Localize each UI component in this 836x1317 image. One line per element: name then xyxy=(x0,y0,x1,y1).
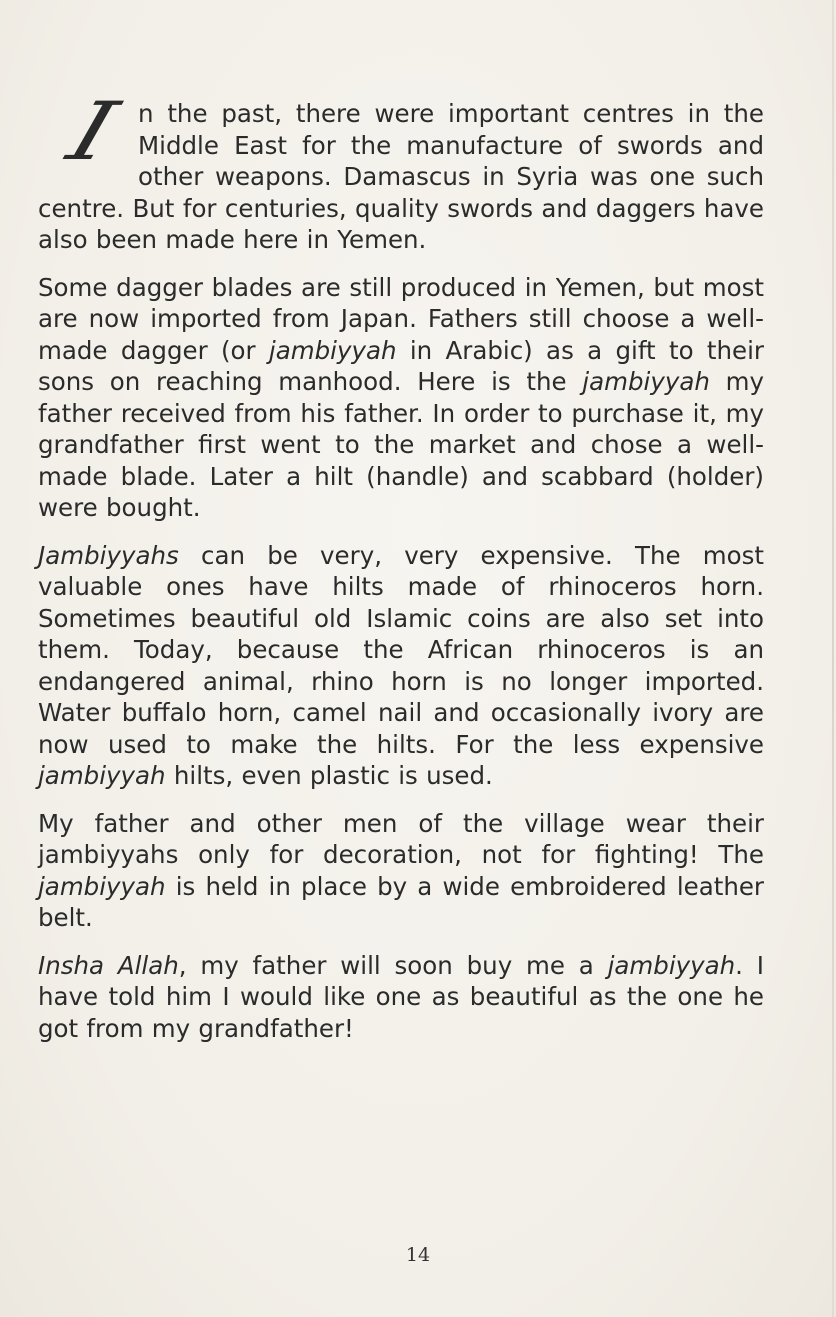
text-run: My father and other men of the village wear their jambiyyahs only for decoration, not for fighting! The xyxy=(38,808,764,869)
text-run: can be very, very expensive. The most valuable ones have hilts made of rhinoceros horn. Sometimes beautiful old Islamic coins are also set into them. Today, because the African rhinoceros is an endangered animal, rhino horn is no longer imported. Water buffalo horn, camel nail and occasionally ivory are now used to make the hilts. For the less expensive xyxy=(38,540,764,759)
text-run: in Arabic) as a gift to their sons on reaching manhood. Here is the xyxy=(38,335,764,396)
italic-term: jambiyyah xyxy=(268,335,397,365)
text-run: n the past, there were important centres in the Middle East for the manufacture of swords and other weapons. Damascus in Syria was one such centre. But for centuries, quality swords and daggers have also been made here in Yemen. xyxy=(38,99,764,254)
italic-term: jambiyyah xyxy=(38,761,166,790)
paragraph-1-text xyxy=(38,85,764,254)
body-text xyxy=(38,85,764,1060)
paragraph-4 xyxy=(38,808,764,934)
text-run: , my father will soon buy me a xyxy=(178,950,608,980)
paragraph-1 xyxy=(38,85,764,256)
text-run: is held in place by a wide embroidered leather belt. xyxy=(38,871,764,932)
paragraph-3 xyxy=(38,540,764,792)
page-edge xyxy=(832,0,834,1317)
paragraph-2 xyxy=(38,272,764,524)
paragraph-5 xyxy=(38,950,764,1045)
text-run: Some dagger blades are still produced in Yemen, but most are now imported from Japan. Fathers still choose a well-made dagger (or xyxy=(38,272,764,365)
text-run: . I have told him I would like one as beautiful as the one he got from my grandfather! xyxy=(38,950,764,1043)
italic-term: Insha Allah xyxy=(38,950,179,980)
italic-term: jambiyyah xyxy=(582,367,710,396)
italic-term: jambiyyah xyxy=(38,871,166,901)
italic-term: Jambiyyahs xyxy=(38,540,179,570)
text-run: hilts, even plastic is used. xyxy=(165,761,493,790)
page-number: 14 xyxy=(405,1244,431,1266)
italic-term: jambiyyah xyxy=(607,950,736,980)
drop-cap: I xyxy=(58,85,121,178)
text-run: my father received from his father. In order to purchase it, my grandfather first went to the market and chose a well-made blade. Later a hilt (handle) and scabbard (holder) were bought. xyxy=(38,367,764,522)
